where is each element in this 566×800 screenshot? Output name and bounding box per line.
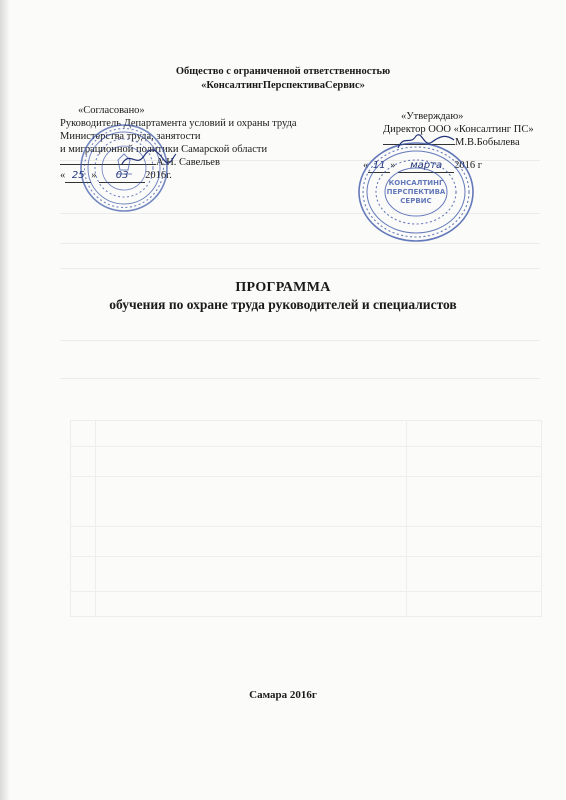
approved-date-day: 11 [368, 159, 390, 173]
agreed-date-month: 03 [99, 169, 145, 183]
stamp-text-line-1: КОНСАЛТИНГ [388, 179, 444, 187]
stamp-text-line-2: ПЕРСПЕКТИВА [386, 188, 446, 196]
bleed-through-line [60, 378, 540, 379]
approved-date-month: марта [398, 159, 454, 173]
organization-line-2: «КонсалтингПерспективаСервис» [201, 80, 365, 91]
agreed-position-line-3: и миграционной политики Самарской области [60, 144, 268, 155]
agreed-position-line-2: Министерства труда, занятости [60, 131, 201, 142]
document-title: ПРОГРАММА [235, 280, 331, 295]
approved-position: Директор ООО «Консалтинг ПС» [383, 124, 534, 135]
organization-line-1: Общество с ограниченной ответственностью [175, 66, 391, 77]
agreed-date-day: 25 [65, 169, 91, 183]
city-year: Самара 2016г [249, 689, 317, 701]
agreed-signatory: А.Н. Савельев [156, 157, 220, 168]
agreed-position-line-1: Руководитель Департамента условий и охраны труда [60, 118, 297, 129]
approved-signatory: М.В.Бобылева [455, 137, 520, 148]
agreed-heading: «Согласовано» [78, 105, 145, 116]
date-open-quote: « [60, 170, 66, 181]
approved-handwritten-signature [394, 128, 458, 154]
agreed-date-row: « 25 » 03 2016г. [60, 170, 172, 181]
bleed-through-line [60, 268, 540, 269]
scan-edge-shadow [0, 0, 10, 800]
bleed-through-table [70, 420, 542, 617]
approved-date-row: « 11 » марта 2016 г [363, 160, 483, 171]
document-subtitle: обучения по охране труда руководителей и специалистов [109, 297, 457, 312]
bleed-through-line [60, 340, 540, 341]
approved-date-year: 2016 г [454, 160, 483, 171]
agreed-date-year: 2016г. [145, 170, 172, 181]
company-seal-stamp [356, 140, 476, 244]
approved-heading: «Утверждаю» [401, 111, 464, 122]
agreed-handwritten-signature [118, 146, 178, 170]
stamp-text-line-3: СЕРВИС [400, 197, 432, 205]
